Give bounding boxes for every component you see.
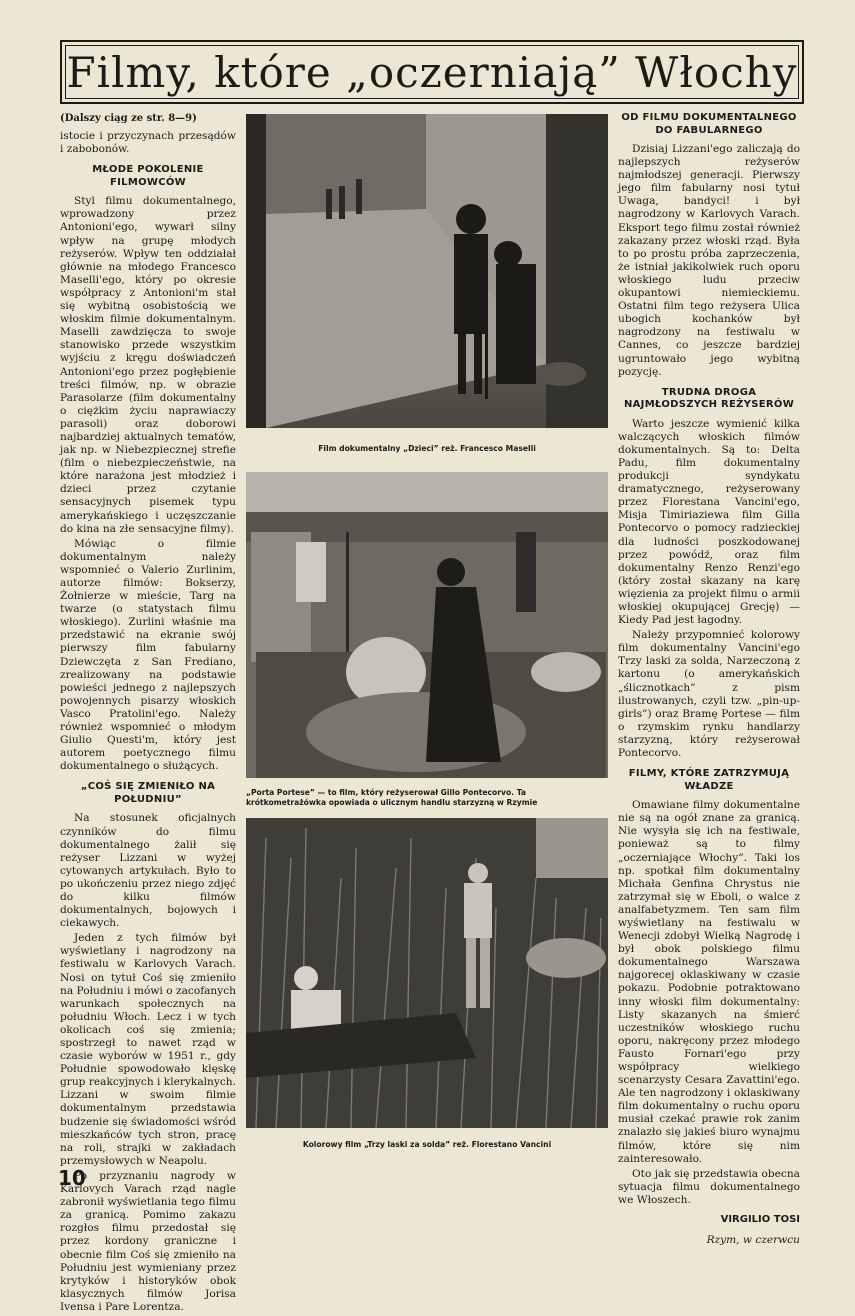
heading-trudna-droga: TRUDNA DROGA NAJMŁODSZYCH REŻYSERÓW (623, 386, 795, 411)
heading-cos-sie-zmienilo: „COŚ SIĘ ZMIENIŁO NA POŁUDNIU” (80, 781, 216, 805)
left-intro: istocie i przyczynach przesądów i zabobonów. (60, 130, 236, 156)
caption-photo-dzieci: Film dokumentalny „Dzieci” reż. Francesco Maselli (318, 444, 536, 453)
photo-dzieci-image (246, 114, 608, 428)
photo-dzieci (246, 114, 608, 428)
left-paragraph-3: Na stosunek oficjalnych czynników do filmu dokumentalnego żalił się reżyser Lizzani w wyżej cytowanych artykułach. Było to po ukończeniu przez niego zdjęć do kilku filmów dokumentalnych, bojowych i ciekawych. (60, 812, 236, 930)
right-paragraph-2: Warto jeszcze wymienić kilka walczących włoskich filmów dokumentalnych. Są to: Delta Padu, film dokumentalny produkcji syndykatu dramatycznego, reżyserowany przez Florestana Vancini'ego, Misja Timiriaziewa film Gilla Pontecorvo o pomocy radzieckiej dla ludności poszkodowanej przez powódź, oraz film dokumentalny Renzo Renzi'ego (który został skazany na karę więzienia za projekt filmu o armii włoskiej okupującej Grecję) — Kiedy Pad jest łagodny. (618, 417, 800, 627)
caption-photo-trzy-laski: Kolorowy film „Trzy laski za solda” reż. Florestano Vancini (302, 1140, 552, 1149)
photo-trzy-laski-image (246, 818, 608, 1128)
right-paragraph-1: Dzisiaj Lizzani'ego zaliczają do najlepszych reżyserów najmłodszej generacji. Pierwszy jego film fabularny nosi tytuł Uwaga, bandyci! i był nagrodzony w Karlovych Varach. Eksport tego filmu został również zakazany przez włoski rząd. Była to po prostu próba zaprzeczenia, że istniał jakikolwiek ruch oporu włoskiego ludu przeciw okupantowi niemieckiemu. Ostatni film tego reżysera Ulica ubogich kochanków był nagrodzony na festiwalu w Cannes, co jeszcze bardziej ugruntowało jego wybitną pozycję. (618, 143, 800, 378)
photo-porta-portese (246, 472, 608, 778)
right-paragraph-4: Omawiane filmy dokumentalne nie są na ogół znane za granicą. Nie wysyła się ich na festiwale, ponieważ są to filmy „oczerniające Włochy”. Taki los np. spotkał film dokumentalny Michała Genfina Chrystus nie zatrzymał się w Eboli, o walce z analfabetyzmem. Ten sam film wyświetlany na festiwalu w Wenecji zdobył Wielką Nagrodę i był obok polskiego filmu dokumentalnego Warszawa najgorecej oklaskiwany w czasie pokazu. Podobnie potraktowano inny włoski film dokumentalny: Listy skazanych na śmierć uczestników włoskiego ruchu oporu, nakręcony przez młodego Fausto Fornari'ego przy współpracy wielkiego scenarzysty Cesara Zavattini'ego. Ale ten nagrodzony i oklaskiwany film dokumentalny o ruchu oporu musiał czekać prawie rok zanim znalazło się jakieś biuro wynajmu filmów, które się nim zainteresowało. (618, 799, 800, 1165)
author-signature: VIRGILIO TOSI (720, 1214, 800, 1226)
right-paragraph-5: Oto jak się przedstawia obecna sytuacja filmu dokumentalnego we Włoszech. (618, 1167, 800, 1206)
left-column (60, 112, 236, 1316)
left-paragraph-1: Styl filmu dokumentalnego, wprowadzony przez Antonioni'ego, wywarł silny wpływ na grupę młodych reżyserów. Wpływ ten oddziałał głównie na młodego Francesco Maselli'ego, który po okresie współpracy z Antonioni'm stał się wybitną osobistością we włoskim filmie dokumentalnym. Maselli zawdzięcza to swoje stanowisko przede wszystkim wyjściu z kręgu doświadczeń Antonioni'ego przez pogłębienie treści filmów, np. w obrazie Parasolarze (film dokumentalny o ciężkim życiu naprawiaczy parasoli) oraz doborowi najbardziej aktualnych tematów, jak np. w Niebezpiecznej strefie (film o niebezpieczeństwie, na które narażona jest młodzież i dzieci przez czytanie sensacyjnych pisemek typu amerykańskiego i uczęszczanie do kina na złe sensacyjne filmy). (60, 195, 236, 535)
caption-photo-porta-portese: „Porta Portese” — to film, który reżyserował Gillo Pontecorvo. Ta krótkometrażówka opowiada o ulicznym handlu starzyzną w Rzymie (246, 788, 538, 807)
left-paragraph-2: Mówiąc o filmie dokumentalnym należy wspomnieć o Valerio Zurlinim, autorze filmów: Bokserzy, Żołnierze w mieście, Targ na twarze (o statystach filmu włoskiego). Zurlini właśnie ma przedstawić na ekranie swój pierwszy film fabularny Dziewczęta z San Frediano, zrealizowany na podstawie powieści jednego z najlepszych powojennych pisarzy włoskich Vasco Pratolini'ego. Należy również wspomnieć o młodym Giulio Questi'm, który jest autorem poetycznego filmu dokumentalnego o służących. (60, 537, 236, 773)
heading-mlode-pokolenie: MŁODE POKOLENIE FILMOWCÓW (92, 164, 204, 188)
heading-od-filmu-dokumentalnego: OD FILMU DOKUMENTALNEGO DO FABULARNEGO (621, 112, 797, 136)
left-paragraph-5: Po przyznaniu nagrody w Karlovych Varach rząd nagle zabronił wyświetlania tego filmu za granicą. Pomimo zakazu rozgłos filmu przedostał się przez kordony graniczne i obecnie film Coś się zmieniło na Południu jest wymieniany przez krytyków i historyków obok klasycznych filmów Jorisa Ivensa i Pare Lorentza. (60, 1169, 236, 1313)
heading-filmy-ktore-zatrzymuja: FILMY, KTÓRE ZATRZYMUJĄ WŁADZE (628, 768, 790, 792)
page-number: 10 (58, 1166, 86, 1190)
photo-porta-portese-image (246, 472, 608, 778)
right-column (618, 112, 800, 1247)
continued-note: (Dalszy ciąg ze str. 8—9) (60, 113, 197, 124)
left-paragraph-4: Jeden z tych filmów był wyświetlany i nagrodzony na festiwalu w Karlovych Varach. Nosi on tytuł Coś się zmieniło na Południu i mówi o zacofanych warunkach społecznych na południu Włoch. Lecz i w tych okolicach coś się zmienia; spostrzegł to nawet rząd w czasie wyborów w 1951 r., gdy Południe spowodowało klęskę grup reakcyjnych i klerykalnych. Lizzani w swoim filmie dokumentalnym przedstawia budzenie się świadomości wśród mieszkańców tych stron, pracę na roli, strajki w zakładach przemysłowych w Neapolu. (60, 932, 236, 1167)
title-frame (60, 40, 804, 104)
photo-trzy-laski (246, 818, 608, 1128)
dateline: Rzym, w czerwcu (706, 1234, 800, 1247)
page-title: Filmy, które „oczerniają” Włochy (66, 47, 798, 97)
right-paragraph-3: Należy przypomnieć kolorowy film dokumentalny Vancini'ego Trzy laski za solda, Narzeczoną z kartonu (o amerykańskich „ślicznotkach” z pism ilustrowanych, czyli tzw. „pin-up-girls”) oraz Bramę Portese — film o rzymskim rynku handlarzy starzyzną, który reżyserował Pontecorvo. (618, 629, 800, 760)
